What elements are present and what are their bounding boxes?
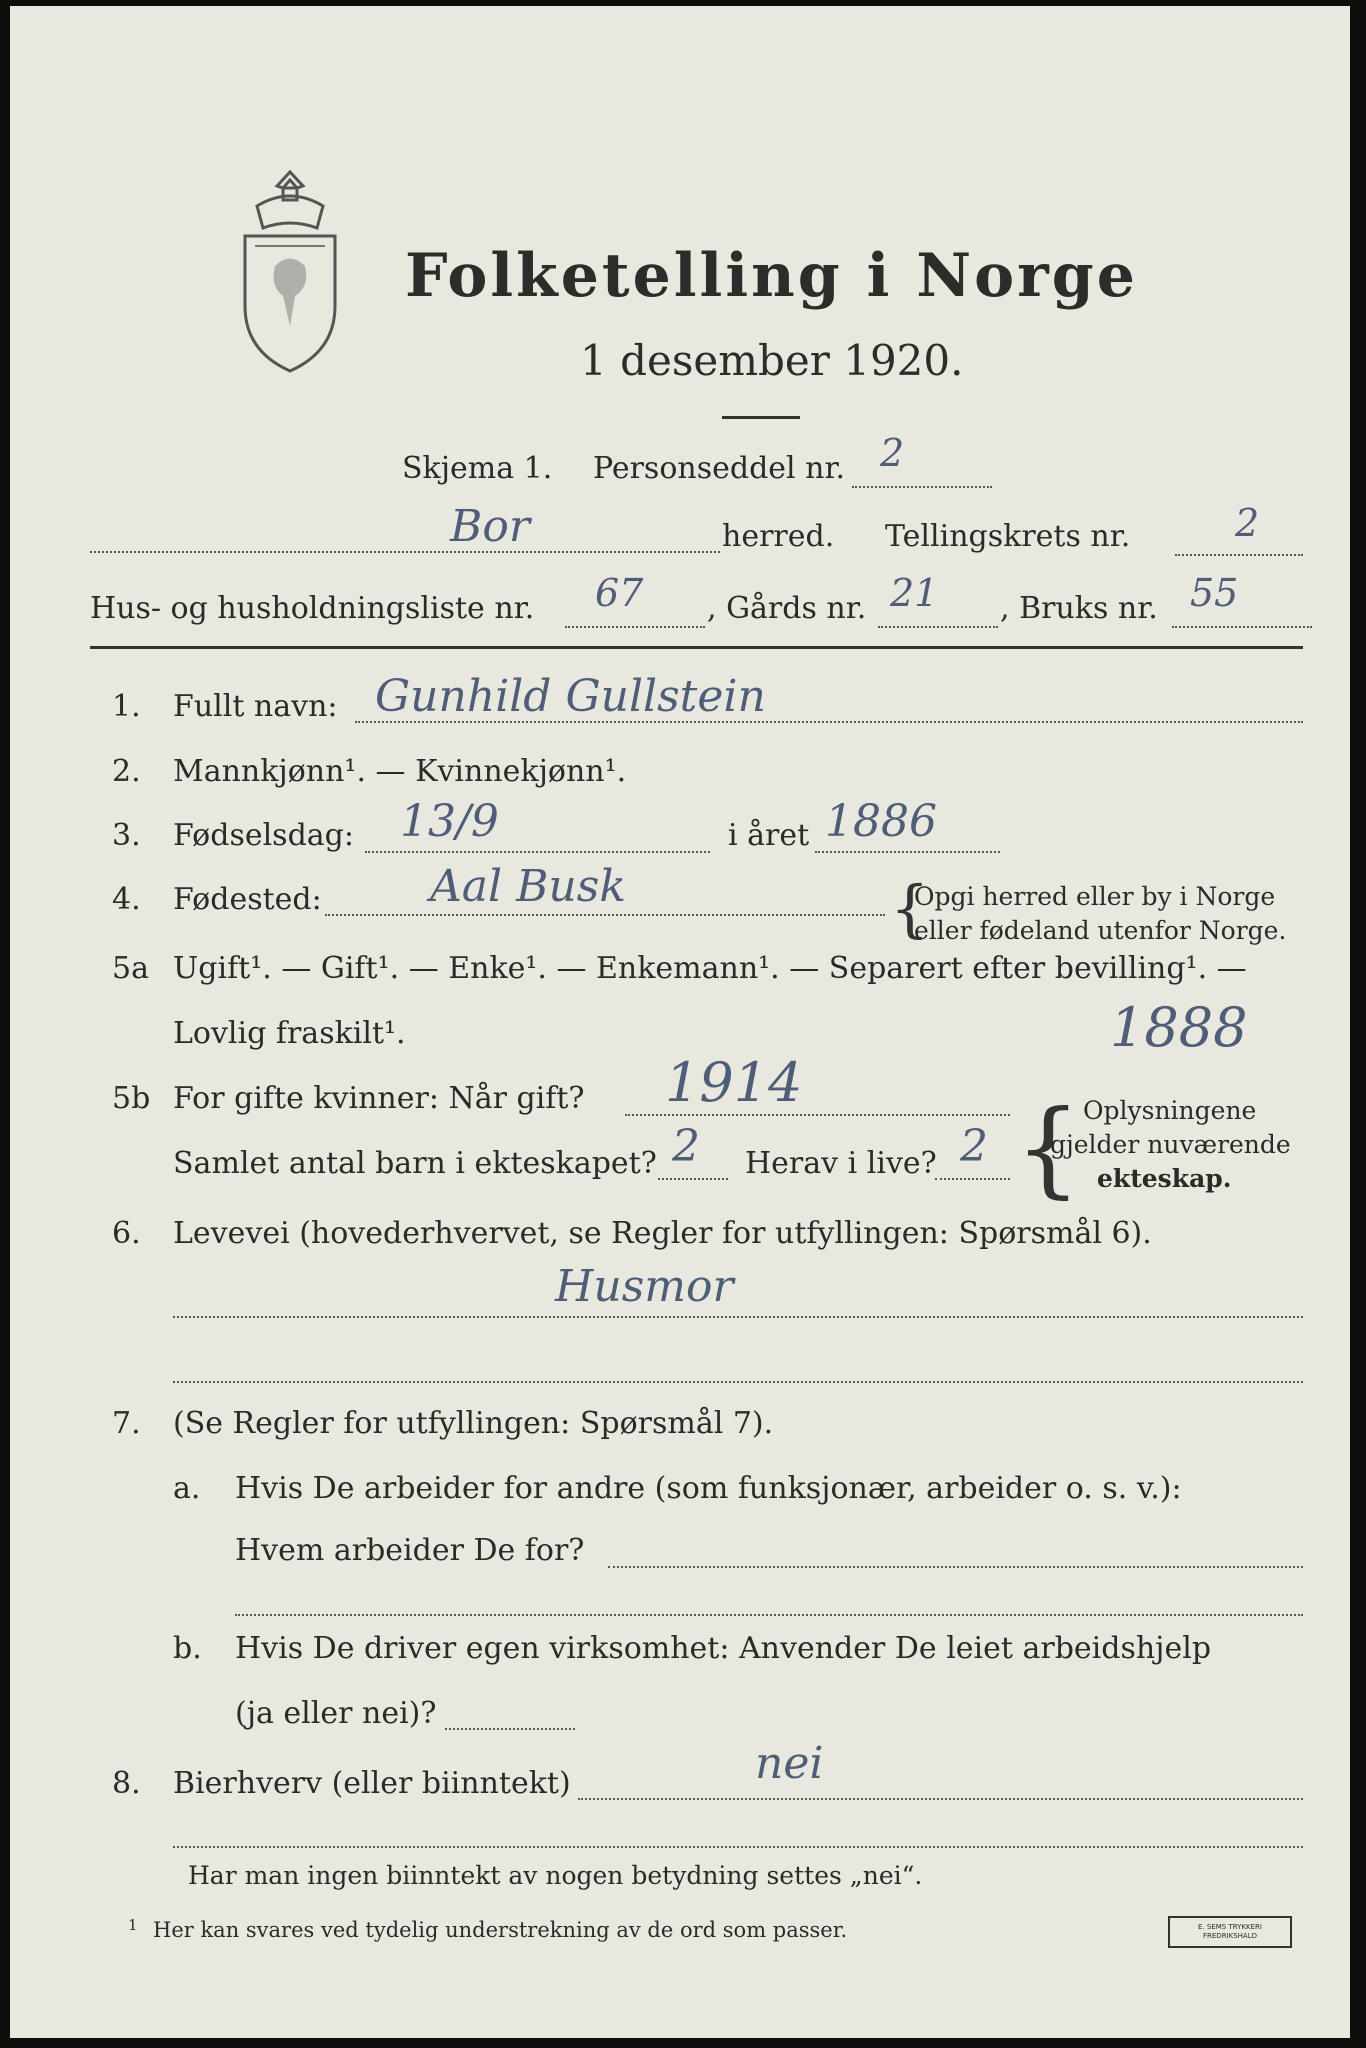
- q7a-marker: a.: [173, 1471, 201, 1506]
- side-income-value: nei: [755, 1738, 824, 1789]
- q8-note: Har man ingen biinntekt av nogen betydning settes „nei“.: [188, 1861, 923, 1890]
- q7b-marker: b.: [173, 1631, 202, 1666]
- husliste-value: 67: [595, 571, 644, 615]
- q7a-line: [608, 1566, 1303, 1568]
- bruks-value: 55: [1190, 571, 1239, 615]
- q6-line1: [173, 1316, 1303, 1318]
- q4-line: [325, 914, 885, 916]
- tellingskrets-value: 2: [1235, 501, 1260, 545]
- q2-number: 2.: [112, 754, 141, 789]
- printer-stamp-text: E. SEMS TRYKKERI FREDRIKSHALD: [1198, 1923, 1262, 1940]
- q5b-alive-line: [935, 1178, 1010, 1180]
- q7a-line1: Hvis De arbeider for andre (som funksjonær, arbeider o. s. v.):: [235, 1471, 1182, 1506]
- skjema-label: Skjema 1.: [402, 451, 553, 486]
- gards-line: [878, 626, 998, 628]
- birth-year-value: 1886: [825, 796, 937, 847]
- bruks-line: [1172, 626, 1312, 628]
- q2-label: Mannkjønn¹. — Kvinnekjønn¹.: [173, 754, 627, 789]
- herred-value: Bor: [450, 501, 530, 552]
- q5b-note-bracket: {: [1015, 1087, 1082, 1209]
- children-count-value: 2: [672, 1121, 700, 1172]
- personseddel-label: Personseddel nr.: [593, 451, 846, 486]
- q8-extra-line: [173, 1846, 1303, 1848]
- census-form: [10, 6, 1350, 2038]
- full-name-value: Gunhild Gullstein: [375, 671, 766, 722]
- form-title: Folketelling i Norge: [405, 241, 1138, 311]
- q7a-extra-line: [235, 1614, 1303, 1616]
- birthplace-value: Aal Busk: [430, 861, 626, 912]
- husliste-line: [565, 626, 705, 628]
- q7-number: 7.: [112, 1406, 141, 1441]
- q1-label: Fullt navn:: [173, 689, 338, 724]
- q7-label: (Se Regler for utfyllingen: Spørsmål 7).: [173, 1406, 774, 1441]
- q8-label: Bierhverv (eller biinntekt): [173, 1766, 571, 1801]
- q7b-line: [445, 1728, 575, 1730]
- q4-note-line2: eller fødeland utenfor Norge.: [914, 916, 1287, 945]
- q4-note-line1: Opgi herred eller by i Norge: [914, 882, 1276, 911]
- q5b-children-label: Samlet antal barn i ekteskapet?: [173, 1146, 657, 1181]
- q5a-line1: Ugift¹. — Gift¹. — Enke¹. — Enkemann¹. — Separert efter bevilling¹. —: [173, 951, 1247, 986]
- q5b-label: For gifte kvinner: Når gift?: [173, 1081, 585, 1116]
- q3-number: 3.: [112, 818, 141, 853]
- q6-number: 6.: [112, 1216, 141, 1251]
- q5b-children-line: [658, 1178, 728, 1180]
- children-alive-value: 2: [960, 1121, 988, 1172]
- q3-label: Fødselsdag:: [173, 818, 354, 853]
- q5b-note-line3: ekteskap.: [1097, 1164, 1232, 1193]
- q3-year-line: [815, 851, 1000, 853]
- q5b-number: 5b: [112, 1081, 151, 1116]
- q6-line2: [173, 1381, 1303, 1383]
- marriage-year-annotation: 1888: [1110, 996, 1248, 1059]
- q7b-line2: (ja eller nei)?: [235, 1696, 437, 1731]
- printer-stamp: [1168, 1916, 1292, 1948]
- tellingskrets-line: [1175, 554, 1303, 556]
- herred-label: herred.: [722, 519, 835, 554]
- q5b-alive-label: Herav i live?: [745, 1146, 937, 1181]
- q5b-note-line1: Oplysningene: [1083, 1096, 1257, 1125]
- personseddel-value: 2: [880, 431, 905, 475]
- q4-number: 4.: [112, 882, 141, 917]
- q8-line: [578, 1798, 1303, 1800]
- q5a-number: 5a: [112, 951, 149, 986]
- q4-note-bracket: {: [890, 872, 930, 945]
- bruks-label: , Bruks nr.: [1000, 591, 1158, 626]
- q7b-line1: Hvis De driver egen virksomhet: Anvender De leiet arbeidshjelp: [235, 1631, 1212, 1666]
- form-date: 1 desember 1920.: [580, 336, 964, 385]
- husliste-label: Hus- og husholdningsliste nr.: [90, 591, 535, 626]
- header-divider: [90, 646, 1303, 649]
- q5b-line: [625, 1114, 1010, 1116]
- gards-value: 21: [890, 571, 939, 615]
- q8-number: 8.: [112, 1766, 141, 1801]
- q5b-note-line2: gjelder nuværende: [1050, 1130, 1291, 1159]
- q3-line: [365, 851, 710, 853]
- q4-label: Fødested:: [173, 882, 322, 917]
- herred-line: [90, 551, 720, 553]
- q3-year-label: i året: [728, 818, 810, 853]
- footnote-mark: 1: [128, 1916, 138, 1934]
- personseddel-line: [852, 486, 992, 488]
- birthdate-value: 13/9: [400, 796, 499, 847]
- q7a-line2: Hvem arbeider De for?: [235, 1533, 585, 1568]
- occupation-value: Husmor: [555, 1261, 734, 1312]
- q5a-line2: Lovlig fraskilt¹.: [173, 1016, 406, 1051]
- coat-of-arms-icon: [235, 166, 345, 376]
- marriage-date-value: 1914: [665, 1051, 803, 1114]
- title-divider: [722, 416, 800, 419]
- footnote-text: Her kan svares ved tydelig understrekning av de ord som passer.: [153, 1918, 848, 1942]
- q6-label: Levevei (hovederhvervet, se Regler for utfyllingen: Spørsmål 6).: [173, 1216, 1152, 1251]
- gards-label: , Gårds nr.: [707, 591, 867, 626]
- q1-number: 1.: [112, 689, 141, 724]
- tellingskrets-label: Tellingskrets nr.: [885, 519, 1131, 554]
